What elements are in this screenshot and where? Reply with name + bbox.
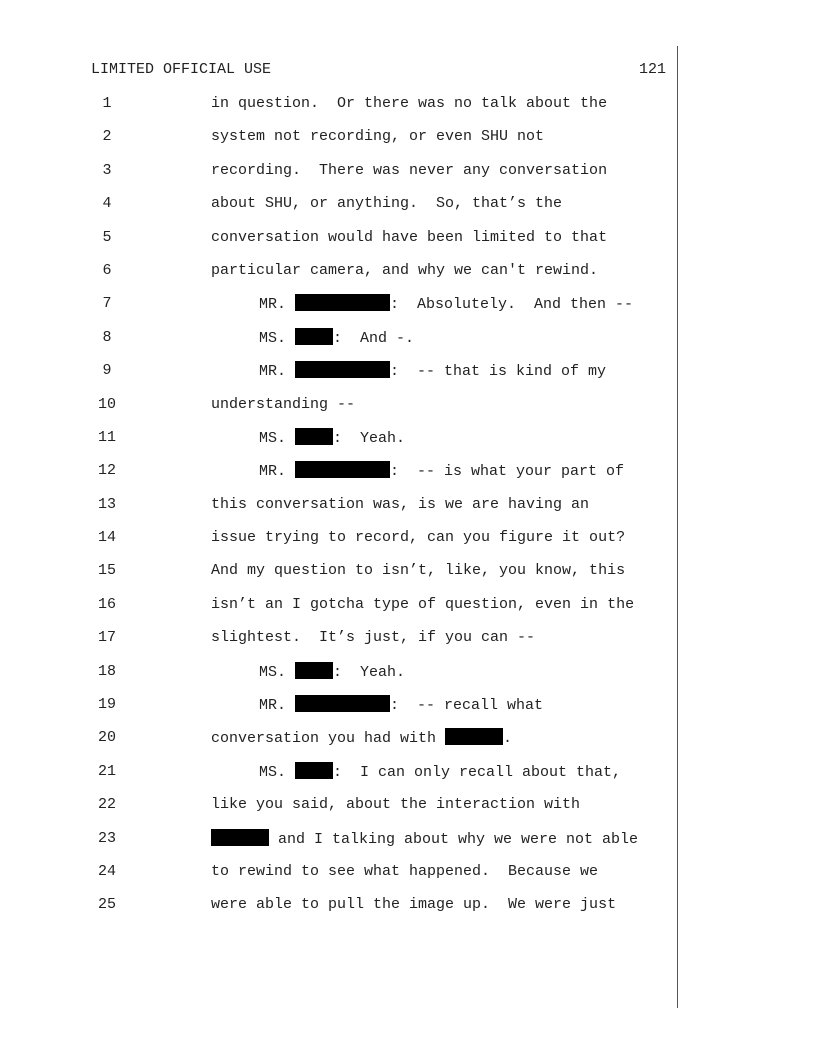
line-text xyxy=(211,895,616,915)
text-segment: And my question to isn’t, like, you know, this xyxy=(211,562,626,580)
text-segment: : I can only recall about that, xyxy=(333,763,622,781)
text-segment: about SHU, or anything. So, that’s the xyxy=(211,195,563,213)
text-segment: : Yeah. xyxy=(333,663,406,681)
text-segment: : And -. xyxy=(333,329,415,347)
line-number: 5 xyxy=(102,228,112,246)
line-text xyxy=(211,795,580,815)
text-segment: : -- is what your part of xyxy=(390,463,625,481)
transcript-line xyxy=(0,394,680,427)
line-text xyxy=(211,561,625,581)
redaction-block xyxy=(211,829,269,846)
text-segment: and I talking about why we were not able xyxy=(269,830,639,848)
text-segment: like you said, about the interaction with xyxy=(211,796,581,814)
line-number: 20 xyxy=(97,729,116,747)
transcript-line xyxy=(0,227,680,260)
text-segment: conversation you had with xyxy=(211,730,446,748)
line-number: 1 xyxy=(102,95,112,112)
line-text xyxy=(211,862,598,882)
text-segment: slightest. It’s just, if you can -- xyxy=(211,629,536,647)
line-text xyxy=(211,495,589,515)
text-segment: : -- that is kind of my xyxy=(390,363,607,381)
text-segment: MR. xyxy=(259,463,296,481)
line-number: 12 xyxy=(97,462,116,480)
line-number: 19 xyxy=(97,696,116,714)
transcript-line xyxy=(0,794,680,827)
transcript-line xyxy=(0,861,680,894)
text-segment: MR. xyxy=(259,296,296,314)
line-text xyxy=(211,628,535,648)
text-segment: in question. Or there was no talk about the xyxy=(211,95,608,112)
transcript-body xyxy=(0,93,680,928)
transcript-line xyxy=(0,260,680,293)
line-text xyxy=(211,228,607,248)
line-text xyxy=(259,695,543,716)
transcript-line xyxy=(0,894,680,927)
line-number: 21 xyxy=(97,762,116,780)
line-number: 6 xyxy=(102,261,112,279)
line-text xyxy=(211,194,562,214)
text-segment: particular camera, and why we can't rewind. xyxy=(211,261,599,279)
redaction-block xyxy=(295,695,390,712)
line-number: 24 xyxy=(97,862,116,880)
transcript-line xyxy=(0,360,680,393)
line-number: 7 xyxy=(102,295,112,313)
line-text xyxy=(259,428,405,449)
text-segment: this conversation was, is we are having an xyxy=(211,495,590,513)
line-text xyxy=(211,261,598,281)
line-number: 22 xyxy=(97,796,116,814)
text-segment: to rewind to see what happened. Because we xyxy=(211,862,599,880)
transcript-line xyxy=(0,160,680,193)
text-segment: MR. xyxy=(259,697,296,715)
text-segment: conversation would have been limited to that xyxy=(211,228,608,246)
redaction-block xyxy=(295,428,333,445)
line-number: 14 xyxy=(97,529,116,547)
line-number: 2 xyxy=(102,128,112,146)
text-segment: understanding -- xyxy=(211,395,356,413)
line-number: 3 xyxy=(102,161,112,179)
redaction-block xyxy=(295,762,333,779)
transcript-line xyxy=(0,126,680,159)
text-segment: MR. xyxy=(259,363,296,381)
redaction-block xyxy=(295,461,390,478)
text-segment: . xyxy=(503,730,513,748)
transcript-line xyxy=(0,527,680,560)
text-segment: MS. xyxy=(259,329,296,347)
line-number: 13 xyxy=(97,495,116,513)
line-number: 8 xyxy=(102,328,112,346)
text-segment: were able to pull the image up. We were just xyxy=(211,896,617,914)
transcript-line xyxy=(0,661,680,694)
page-number: 121 xyxy=(638,61,666,78)
text-segment: : Yeah. xyxy=(333,429,406,447)
line-number: 16 xyxy=(97,595,116,613)
transcript-line xyxy=(0,494,680,527)
text-segment: issue trying to record, can you figure it out? xyxy=(211,529,626,547)
transcript-line xyxy=(0,594,680,627)
transcript-line xyxy=(0,828,680,861)
line-text xyxy=(211,829,638,850)
transcript-line xyxy=(0,327,680,360)
transcript-line xyxy=(0,460,680,493)
redaction-block xyxy=(295,662,333,679)
text-segment: MS. xyxy=(259,763,296,781)
line-number: 10 xyxy=(97,395,116,413)
transcript-line xyxy=(0,627,680,660)
transcript-line xyxy=(0,293,680,326)
transcript-line xyxy=(0,727,680,760)
text-segment: recording. There was never any conversation xyxy=(211,161,608,179)
line-number: 25 xyxy=(97,896,116,914)
transcript-line xyxy=(0,560,680,593)
line-number: 15 xyxy=(97,562,116,580)
line-text xyxy=(211,161,607,181)
text-segment: MS. xyxy=(259,429,296,447)
text-segment: system not recording, or even SHU not xyxy=(211,128,545,146)
line-text xyxy=(259,762,621,783)
transcript-line xyxy=(0,93,680,126)
line-text xyxy=(211,395,355,415)
line-number: 9 xyxy=(102,362,112,380)
transcript-line xyxy=(0,193,680,226)
redaction-block xyxy=(295,328,333,345)
transcript-line xyxy=(0,694,680,727)
redaction-block xyxy=(445,728,503,745)
line-number: 11 xyxy=(97,428,116,446)
line-text xyxy=(259,461,624,482)
text-segment: : Absolutely. And then -- xyxy=(390,296,634,314)
text-segment: isn’t an I gotcha type of question, even in the xyxy=(211,595,635,613)
line-number: 4 xyxy=(102,195,112,213)
redaction-block xyxy=(295,361,390,378)
line-text xyxy=(211,94,607,114)
redaction-block xyxy=(295,294,390,311)
line-number: 18 xyxy=(97,662,116,680)
line-text xyxy=(211,528,625,548)
line-text xyxy=(211,595,634,615)
text-segment: MS. xyxy=(259,663,296,681)
line-text xyxy=(211,127,544,147)
text-segment: : -- recall what xyxy=(390,697,544,715)
line-number: 23 xyxy=(97,829,116,847)
line-text xyxy=(211,728,512,749)
transcript-line xyxy=(0,427,680,460)
line-text xyxy=(259,328,414,349)
line-text xyxy=(259,662,405,683)
classification-header: LIMITED OFFICIAL USE xyxy=(91,61,272,78)
line-text xyxy=(259,361,606,382)
line-text xyxy=(259,294,633,315)
line-number: 17 xyxy=(97,629,116,647)
transcript-line xyxy=(0,761,680,794)
